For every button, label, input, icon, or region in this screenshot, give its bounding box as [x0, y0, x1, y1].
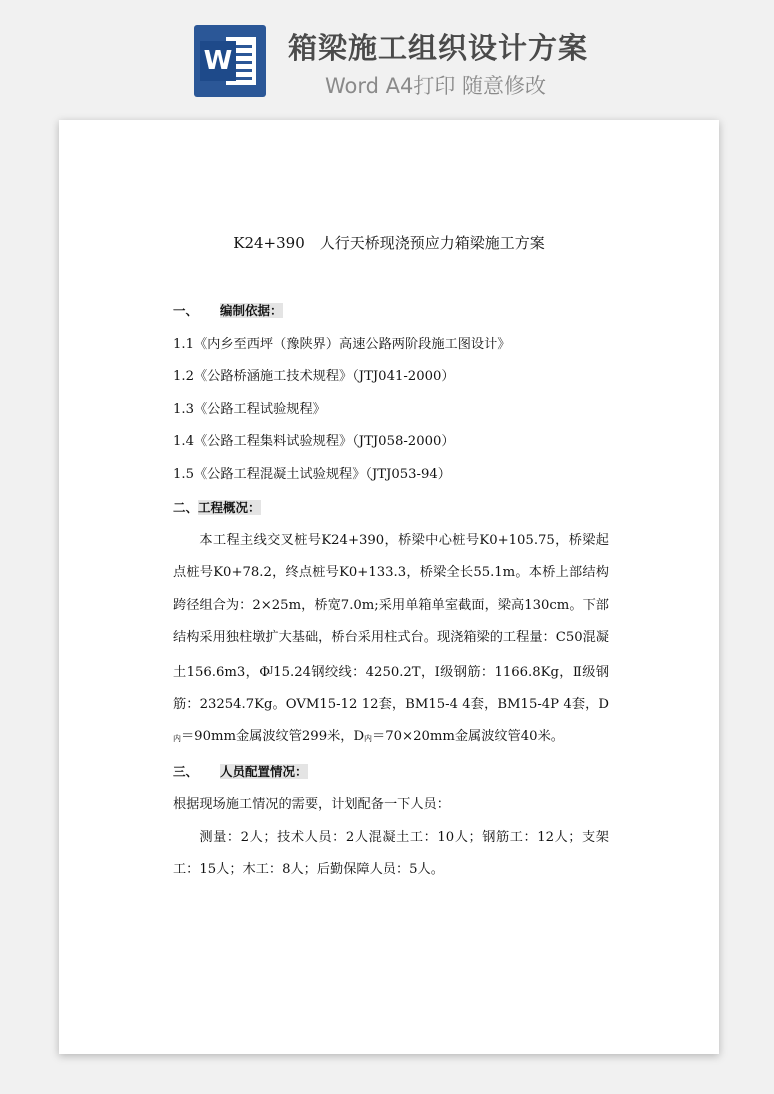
section-number: 二、: [173, 499, 199, 515]
reference-item: 1.1《内乡至西坪（豫陕界）高速公路两阶段施工图设计》: [173, 336, 511, 352]
section-heading-text: 工程概况：: [198, 499, 261, 515]
overview-text-b: 15.24钢绞线：4250.2T，Ⅰ级钢筋：1166.8Kg，Ⅱ级钢筋：23254.7Kg。OVM15-12 12套，BM15-4 4套，BM15-4P 4套，D: [173, 664, 609, 713]
section-heading-basis: [173, 295, 609, 329]
section-number: 一、: [173, 303, 199, 318]
overview-sub: 内: [364, 734, 373, 744]
document-page: [59, 120, 719, 1054]
reference-item: 1.5《公路工程混凝土试验规程》（JTJ053-94）: [173, 466, 451, 482]
word-logo-icon: [194, 25, 266, 97]
banner: [0, 0, 774, 115]
overview-paragraph: [173, 525, 609, 755]
overview-text-d: ＝70×20mm金属波纹管40米。: [372, 729, 564, 745]
banner-subtitle: Word A4打印 随意修改: [325, 74, 547, 98]
overview-text-a: 本工程主线交叉桩号K24+390，桥梁中心桩号K0+105.75，桥梁起点桩号K0+78.2，终点桩号K0+133.3，桥梁全长55.1m。本桥上部结构跨径组合为：2×25m，桥宽7.0m;采用单箱单室截面，梁高130cm。下部结构采用独柱墩扩大基础，桥台采用柱式台。现浇箱梁的工程量：C50混凝土156.6m3，Φ: [173, 533, 609, 680]
section-heading-text: 编制依据：: [220, 303, 283, 318]
section-heading-staff: [173, 756, 609, 790]
staff-intro: 根据现场施工情况的需要，计划配备一下人员：: [173, 797, 450, 813]
overview-text-c: ＝90mm金属波纹管299米，D: [181, 729, 365, 745]
section-number: 三、: [173, 763, 199, 779]
section-heading-text: 人员配置情况：: [220, 763, 308, 779]
word-logo-letter: W: [200, 41, 236, 81]
reference-item: 1.3《公路工程试验规程》: [173, 401, 326, 417]
reference-item: 1.4《公路工程集料试验规程》（JTJ058-2000）: [173, 434, 455, 450]
staff-detail: 测量：2人；技术人员：2人混凝土工：10人；钢筋工：12人；支架工：15人；木工：8人；后勤保障人员：5人。: [173, 829, 609, 877]
document-body: [173, 295, 609, 886]
overview-sup: J: [270, 664, 274, 674]
reference-item: 1.2《公路桥涵施工技术规程》（JTJ041-2000）: [173, 369, 455, 385]
banner-title: 箱梁施工组织设计方案: [288, 31, 589, 65]
section-heading-overview: [173, 492, 609, 526]
document-title: K24+390 人行天桥现浇预应力箱梁施工方案: [233, 234, 545, 252]
overview-sub: 内: [173, 734, 181, 744]
